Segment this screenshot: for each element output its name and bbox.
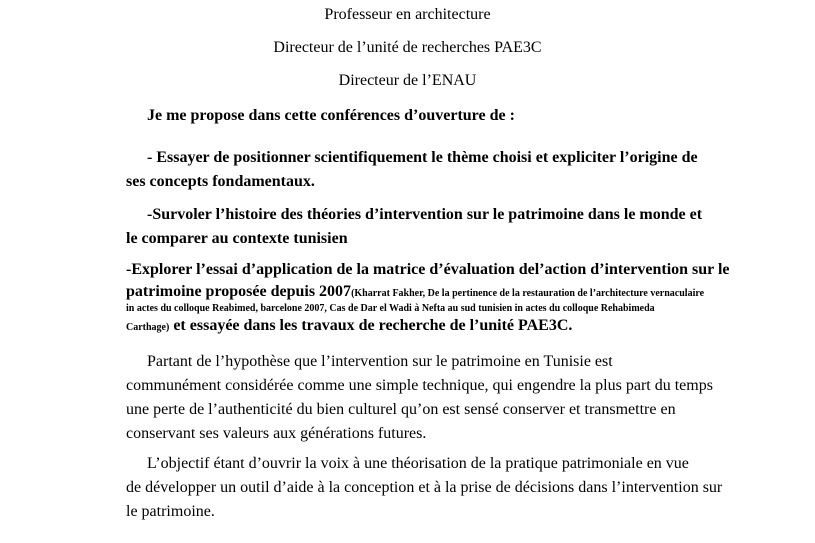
item-1-line-1: - Essayer de positionner scientifiquement le thème choisi et expliciter l’origine de: [147, 149, 698, 166]
paragraph-1-line-4: conservant ses valeurs aux générations futures.: [126, 425, 427, 442]
item-3: [126, 258, 746, 336]
item-3-line-4: [126, 316, 746, 336]
item-2-line-1: -Survoler l’histoire des théories d’intervention sur le patrimoine dans le monde et: [147, 206, 703, 223]
item-3-citation-line: in actes du colloque Reabimed, barcelone 2007, Cas de Dar el Wadi à Nefta au sud tunisien in actes du colloque Rehabimeda: [126, 303, 655, 314]
item-3-line-2-main: patrimoine proposée depuis 2007: [126, 283, 352, 300]
paragraph-1: [126, 350, 726, 446]
item-3-citation-start: (Kharrat Fakher, De la pertinence de la restauration de l’architecture vernaculaire: [351, 288, 705, 299]
paragraph-2: [126, 452, 726, 524]
paragraph-2-line-2: de développer un outil d’aide à la conception et à la prise de décisions dans l’intervention sur: [126, 479, 723, 496]
paragraph-2-line-3: le patrimoine.: [126, 503, 215, 520]
item-2: [126, 203, 726, 251]
item-3-line-2: [126, 282, 746, 302]
paragraph-2-line-1: L’objectif étant d’ouvrir la voix à une théorisation de la pratique patrimoniale en vue: [147, 455, 689, 472]
item-3-line-4-main: et essayée dans les travaux de recherche de l’unité PAE3C.: [169, 317, 573, 334]
author-title: Professeur en architecture: [324, 6, 491, 23]
item-3-citation-end: Carthage): [126, 322, 170, 333]
intro-text: Je me propose dans cette conférences d’ouverture de :: [147, 107, 515, 124]
item-1: [126, 146, 726, 194]
item-3-line-1: -Explorer l’essai d’application de la matrice d’évaluation del’action d’intervention sur le: [126, 261, 730, 278]
item-1-line-2: ses concepts fondamentaux.: [126, 173, 315, 190]
paragraph-1-line-1: Partant de l’hypothèse que l’intervention sur le patrimoine en Tunisie est: [147, 353, 613, 370]
item-2-line-2: le comparer au contexte tunisien: [126, 230, 348, 247]
paragraph-1-line-3: une perte de l’authenticité du bien culturel qu’on est sensé conserver et transmettre en: [126, 401, 676, 418]
author-role-enau: Directeur de l’ENAU: [338, 72, 477, 89]
author-role-research-unit: Directeur de l’unité de recherches PAE3C: [273, 39, 542, 56]
paragraph-1-line-2: communément considérée comme une simple technique, qui engendre la plus part du temps: [126, 377, 713, 394]
